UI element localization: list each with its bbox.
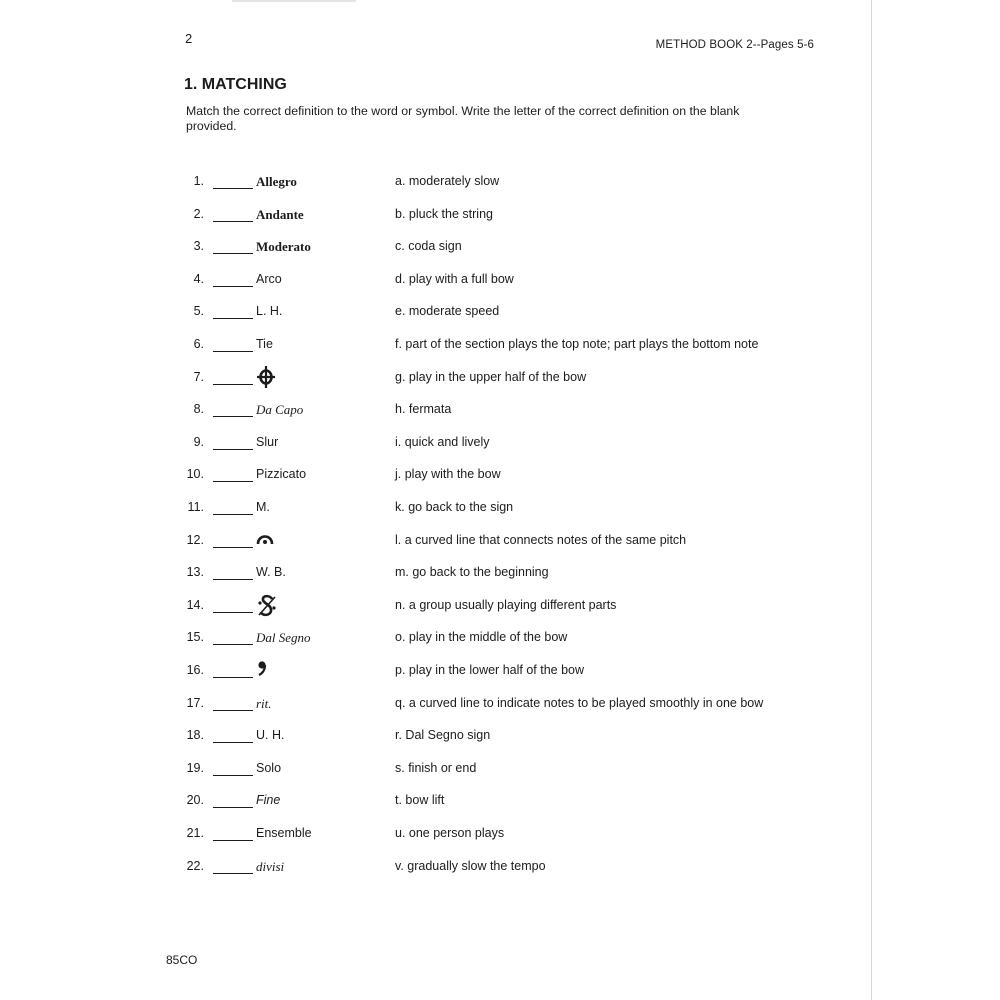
- item-number: 5.: [193, 304, 204, 319]
- item-number: 14.: [186, 597, 204, 612]
- answer-blank[interactable]: [213, 775, 253, 776]
- item-number: 1.: [193, 174, 204, 188]
- matching-item: [0, 793, 1000, 813]
- item-definition: t. bow lift: [395, 793, 445, 808]
- answer-blank[interactable]: [213, 840, 253, 841]
- matching-item: [0, 370, 1000, 390]
- item-number: 13.: [186, 565, 204, 580]
- answer-blank[interactable]: [213, 416, 253, 417]
- item-number: 10.: [186, 467, 204, 482]
- answer-blank[interactable]: [213, 644, 253, 645]
- item-number: 4.: [193, 271, 204, 286]
- item-number: 22.: [186, 858, 204, 873]
- item-definition: n. a group usually playing different parts: [395, 597, 617, 612]
- item-definition: d. play with a full bow: [395, 271, 514, 286]
- item-number: 19.: [186, 760, 204, 775]
- answer-blank[interactable]: [213, 579, 253, 580]
- item-term: Arco: [256, 271, 282, 286]
- matching-item: [0, 402, 1000, 422]
- answer-blank[interactable]: [213, 742, 253, 743]
- bow-lift-icon: [256, 658, 270, 681]
- item-definition: i. quick and lively: [395, 434, 490, 449]
- item-term: Slur: [256, 434, 279, 449]
- matching-item: [0, 533, 1000, 553]
- item-definition: e. moderate speed: [395, 304, 500, 319]
- matching-item: [0, 826, 1000, 846]
- item-term: Fine: [256, 793, 281, 808]
- item-definition: p. play in the lower half of the bow: [395, 663, 585, 677]
- item-term: Allegro: [256, 174, 297, 189]
- answer-blank[interactable]: [213, 253, 253, 254]
- item-number: 15.: [186, 630, 204, 645]
- item-term: Andante: [256, 206, 304, 222]
- item-term: rit.: [256, 695, 272, 711]
- answer-blank[interactable]: [213, 286, 253, 287]
- matching-item: [0, 630, 1000, 650]
- item-definition: l. a curved line that connects notes of the same pitch: [395, 532, 687, 547]
- matching-item: [0, 761, 1000, 781]
- item-number: 2.: [193, 206, 204, 221]
- item-term: Solo: [256, 760, 282, 775]
- instructions: Match the correct definition to the word or symbol. Write the letter of the correct definition on the blank provided.: [186, 104, 740, 133]
- item-term: Moderato: [256, 239, 311, 255]
- item-number: 11.: [187, 500, 204, 514]
- item-number: 17.: [186, 695, 204, 710]
- answer-blank[interactable]: [213, 807, 253, 808]
- item-definition: q. a curved line to indicate notes to be played smoothly in one bow: [395, 695, 764, 710]
- item-number: 20.: [186, 793, 204, 808]
- footer-code: 85CO: [166, 953, 198, 967]
- matching-item: [0, 467, 1000, 487]
- item-term: W. B.: [256, 565, 286, 580]
- item-definition: s. finish or end: [395, 760, 477, 775]
- item-number: 12.: [186, 532, 204, 547]
- answer-blank[interactable]: [213, 221, 253, 222]
- segno-sign-icon: [256, 593, 278, 622]
- answer-blank[interactable]: [213, 351, 253, 352]
- answer-blank[interactable]: [213, 677, 253, 678]
- fermata-icon: [256, 528, 274, 551]
- matching-item: [0, 598, 1000, 618]
- item-term: Ensemble: [256, 826, 312, 840]
- item-term: Tie: [256, 337, 273, 351]
- matching-item: [0, 174, 1000, 194]
- answer-blank[interactable]: [213, 612, 253, 613]
- item-definition: u. one person plays: [395, 826, 505, 840]
- matching-item: [0, 304, 1000, 324]
- scan-mark: [232, 0, 356, 2]
- item-number: 18.: [186, 728, 204, 743]
- section-title: 1. MATCHING: [184, 76, 287, 93]
- item-number: 21.: [186, 826, 204, 840]
- answer-blank[interactable]: [213, 318, 253, 319]
- matching-item: [0, 663, 1000, 683]
- item-definition: c. coda sign: [395, 239, 462, 254]
- item-term: M.: [256, 500, 270, 514]
- answer-blank[interactable]: [213, 547, 253, 548]
- running-header: METHOD BOOK 2--Pages 5-6: [655, 39, 814, 51]
- answer-blank[interactable]: [213, 873, 253, 874]
- item-definition: b. pluck the string: [395, 206, 493, 221]
- item-definition: a. moderately slow: [395, 174, 500, 188]
- coda-sign-icon: [256, 365, 276, 392]
- matching-item: [0, 565, 1000, 585]
- item-definition: j. play with the bow: [395, 467, 501, 482]
- item-number: 16.: [186, 663, 204, 677]
- item-number: 7.: [193, 369, 204, 384]
- matching-item: [0, 500, 1000, 520]
- answer-blank[interactable]: [213, 514, 253, 515]
- item-definition: k. go back to the sign: [395, 500, 514, 514]
- item-definition: g. play in the upper half of the bow: [395, 369, 587, 384]
- matching-item: [0, 272, 1000, 292]
- matching-item: [0, 337, 1000, 357]
- item-definition: r. Dal Segno sign: [395, 728, 491, 743]
- answer-blank[interactable]: [213, 481, 253, 482]
- item-term: Dal Segno: [256, 630, 311, 646]
- item-number: 3.: [193, 239, 204, 254]
- item-term: Da Capo: [256, 402, 304, 418]
- item-definition: m. go back to the beginning: [395, 565, 549, 580]
- matching-item: [0, 207, 1000, 227]
- item-term: divisi: [256, 858, 285, 874]
- answer-blank[interactable]: [213, 710, 253, 711]
- item-term: U. H.: [256, 728, 285, 743]
- matching-item: [0, 728, 1000, 748]
- page-number: 2: [185, 31, 193, 46]
- item-number: 9.: [193, 434, 204, 449]
- item-definition: o. play in the middle of the bow: [395, 630, 568, 645]
- matching-item: [0, 696, 1000, 716]
- answer-blank[interactable]: [213, 188, 253, 189]
- answer-blank[interactable]: [213, 449, 253, 450]
- item-definition: f. part of the section plays the top note; part plays the bottom note: [395, 337, 759, 351]
- item-number: 8.: [193, 402, 204, 417]
- matching-item: [0, 239, 1000, 259]
- matching-item: [0, 859, 1000, 879]
- matching-item: [0, 435, 1000, 455]
- item-definition: v. gradually slow the tempo: [395, 858, 546, 873]
- item-definition: h. fermata: [395, 402, 452, 417]
- item-term: L. H.: [256, 304, 283, 319]
- answer-blank[interactable]: [213, 384, 253, 385]
- item-term: Pizzicato: [256, 467, 307, 482]
- item-number: 6.: [193, 337, 204, 351]
